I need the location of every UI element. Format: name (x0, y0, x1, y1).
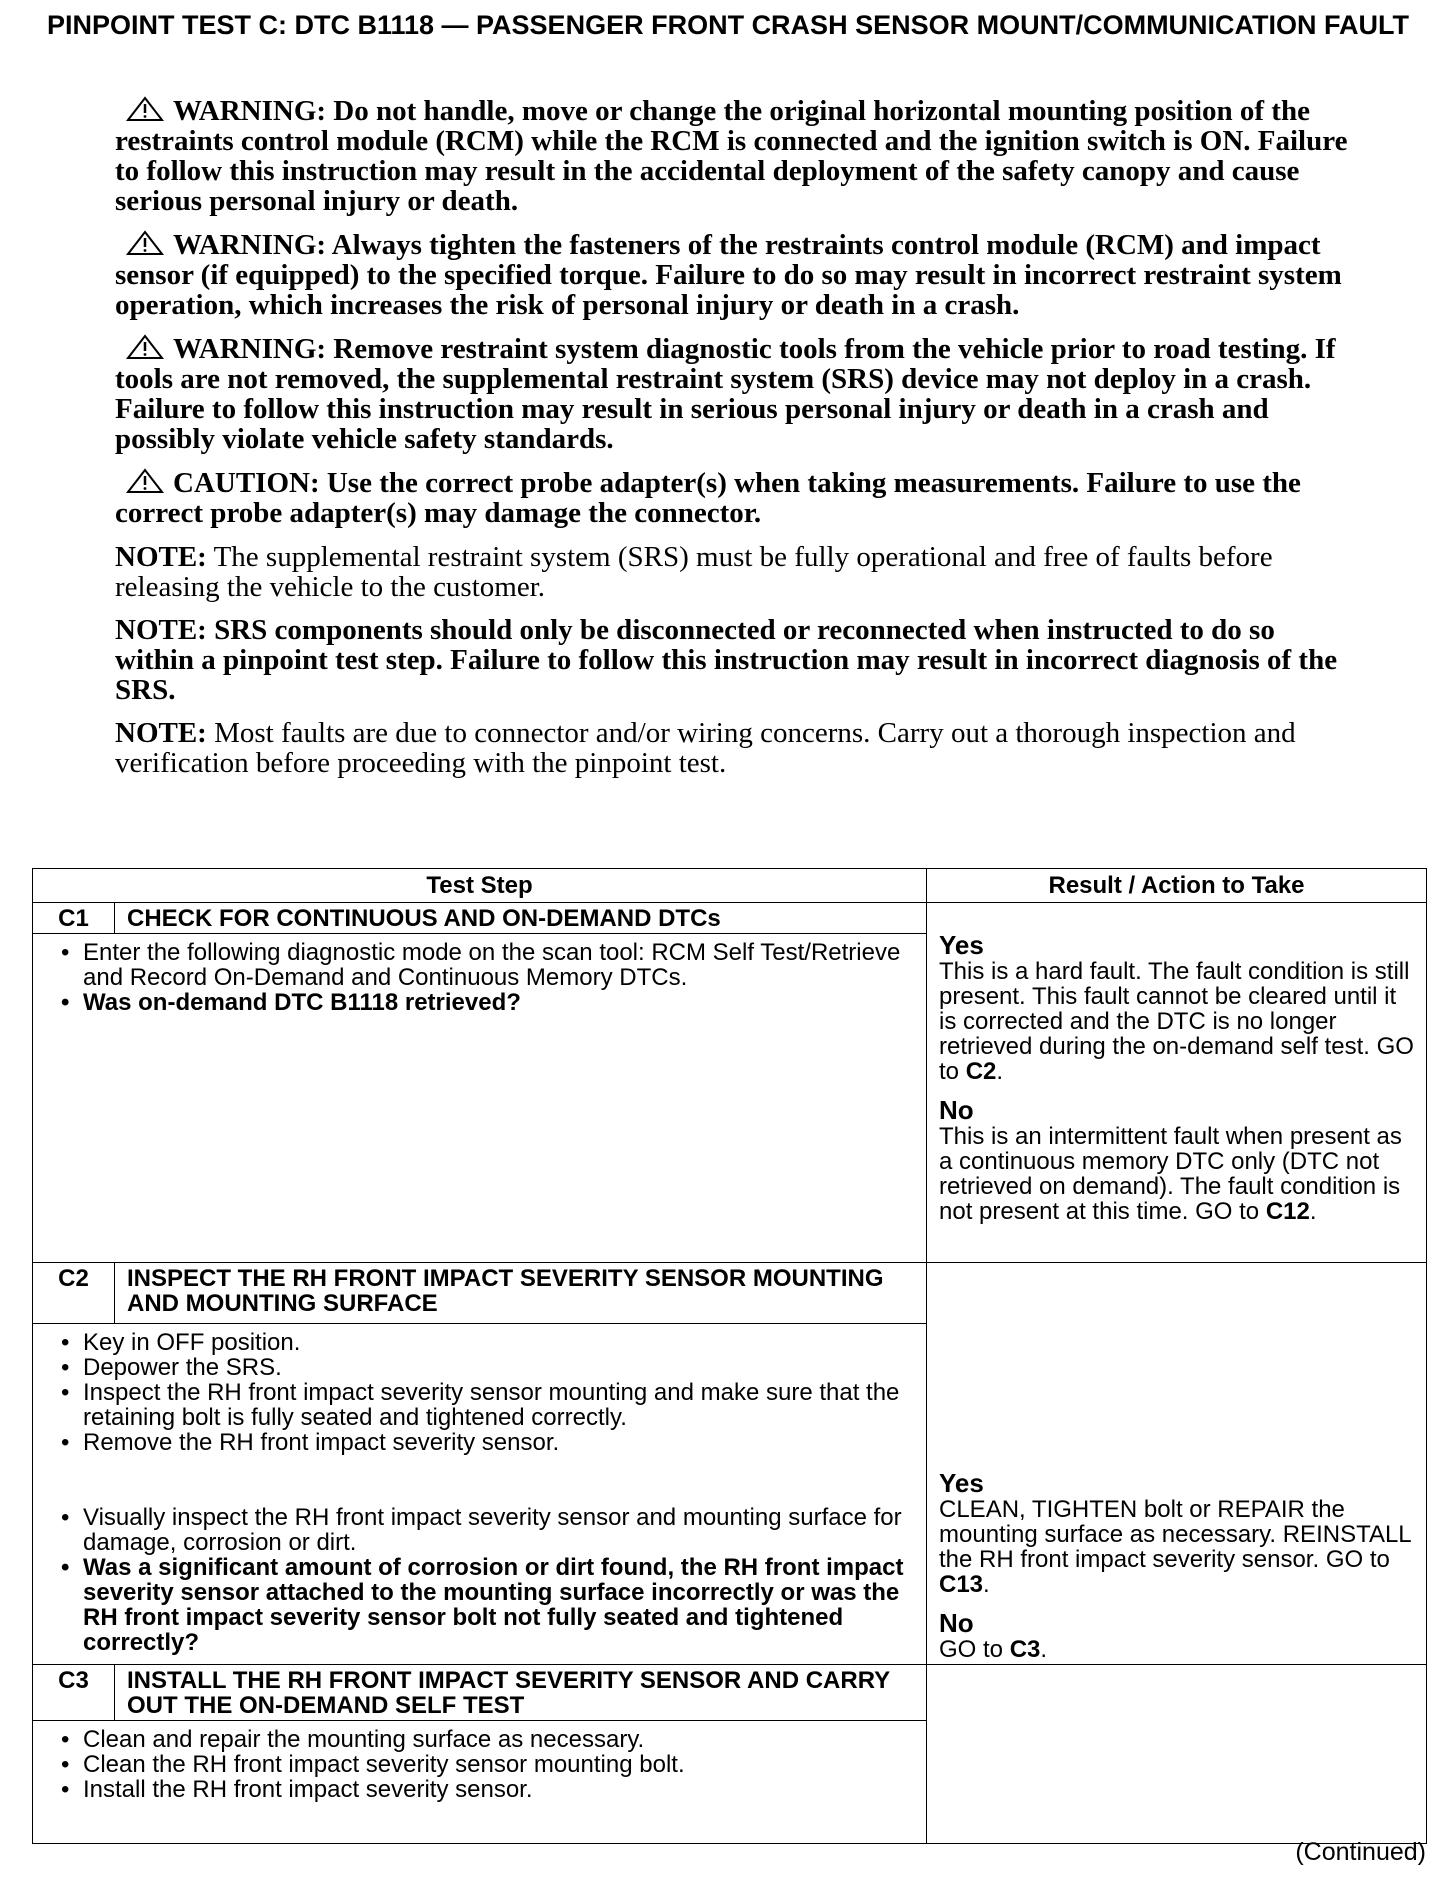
table-header-row (33, 869, 1427, 903)
warning-text: WARNING: Do not handle, move or change the original horizontal mounting position of the restraints control module (RCM) while the RCM is connected and the ignition switch is ON. Failure to follow this instruction may result in the accidental deployment of the safety canopy and cause serious personal injury or death. (115, 95, 1348, 217)
list-item: • Remove the RH front impact severity sensor. (53, 1430, 916, 1455)
warning-triangle-icon (125, 468, 165, 494)
note-text: SRS components should only be disconnected or reconnected when instructed to do so within a pinpoint test step. Failure to follow this instruction may result in incorrect diagnosis of the SRS. (115, 614, 1338, 706)
list-item: • Clean and repair the mounting surface as necessary. (53, 1727, 916, 1752)
warning-text: WARNING: Always tighten the fasteners of the restraints control module (RCM) and impact sensor (if equipped) to the specified torque. Failure to do so may result in incorrect restraint system operation, which increases the risk of personal injury or death in a crash. (115, 229, 1342, 321)
result-yes-text: CLEAN, TIGHTEN bolt or REPAIR the mounting surface as necessary. REINSTALL the RH front impact severity sensor. GO to C13. (939, 1496, 1411, 1598)
note-label: NOTE: (115, 717, 207, 749)
continued-label: (Continued) (1295, 1838, 1426, 1866)
step-body (33, 1324, 927, 1665)
header-test-step: Test Step (33, 869, 927, 903)
step-question: • Was a significant amount of corrosion or dirt found, the RH front impact severity sensor attached to the mounting surface incorrectly or was the RH front impact severity sensor bolt not fully seated and tightened correctly? (53, 1555, 916, 1655)
warning-triangle-icon (125, 334, 165, 360)
list-item: • Install the RH front impact severity sensor. (53, 1777, 916, 1802)
step-bullets (53, 1505, 916, 1655)
list-item: • Depower the SRS. (53, 1355, 916, 1380)
result-yes-label: Yes (939, 1468, 984, 1498)
step-heading: INSTALL THE RH FRONT IMPACT SEVERITY SENSOR AND CARRY OUT THE ON-DEMAND SELF TEST (115, 1665, 927, 1721)
result-no-text: This is an intermittent fault when present as a continuous memory DTC only (DTC not retrieved on demand). The fault condition is not present at this time. GO to C12. (939, 1123, 1402, 1225)
goto-step-link: C13 (939, 1571, 984, 1598)
step-result-cell (927, 903, 1427, 1263)
warning-triangle-icon (125, 96, 165, 122)
step-id: C1 (33, 903, 115, 934)
result-no-text: GO to C3. (939, 1636, 1048, 1663)
warning-text: WARNING: Remove restraint system diagnostic tools from the vehicle prior to road testing. If tools are not removed, the supplemental restraint system (SRS) device may not deploy in a crash. Failure to follow this instruction may result in serious personal injury or death in a crash and possibly violate vehicle safety standards. (115, 333, 1336, 455)
step-bullets (53, 1727, 916, 1802)
result-yes-label: Yes (939, 930, 984, 960)
note-paragraph (115, 542, 1355, 602)
pinpoint-test-table (32, 868, 1427, 1844)
note-label: NOTE: (115, 541, 207, 573)
note-text: The supplemental restraint system (SRS) must be fully operational and free of faults before releasing the vehicle to the customer. (115, 541, 1273, 603)
note-label: NOTE: (115, 614, 207, 646)
step-body (33, 934, 927, 1263)
list-item: • Clean the RH front impact severity sensor mounting bolt. (53, 1752, 916, 1777)
step-heading: INSPECT THE RH FRONT IMPACT SEVERITY SENSOR MOUNTING AND MOUNTING SURFACE (115, 1263, 927, 1324)
list-item: • Enter the following diagnostic mode on the scan tool: RCM Self Test/Retrieve and Record On-Demand and Continuous Memory DTCs. (53, 940, 916, 990)
page-title: PINPOINT TEST C: DTC B1118 — PASSENGER FRONT CRASH SENSOR MOUNT/COMMUNICATION FAULT (46, 10, 1410, 40)
result-no-label: No (939, 1095, 974, 1125)
step-result-cell (927, 1665, 1427, 1844)
goto-step-link: C2 (965, 1058, 997, 1085)
step-result-cell (927, 1263, 1427, 1665)
list-item: • Visually inspect the RH front impact severity sensor and mounting surface for damage, corrosion or dirt. (53, 1505, 916, 1555)
step-heading-row (33, 1263, 1427, 1324)
caution-text: CAUTION: Use the correct probe adapter(s) when taking measurements. Failure to use the correct probe adapter(s) may damage the connector. (115, 467, 1301, 529)
warning-notice (115, 96, 1355, 216)
step-heading: CHECK FOR CONTINUOUS AND ON-DEMAND DTCs (115, 903, 927, 934)
result-no-label: No (939, 1608, 974, 1638)
notices-section (115, 96, 1355, 791)
note-paragraph (115, 718, 1355, 778)
list-item: • Key in OFF position. (53, 1330, 916, 1355)
header-result-action: Result / Action to Take (927, 869, 1427, 903)
step-bullets (53, 940, 916, 1015)
warning-notice (115, 230, 1355, 320)
step-heading-row (33, 1665, 1427, 1721)
warning-triangle-icon (125, 230, 165, 256)
warning-notice (115, 334, 1355, 454)
step-body (33, 1721, 927, 1844)
list-item: • Inspect the RH front impact severity sensor mounting and make sure that the retaining bolt is fully seated and tightened correctly. (53, 1380, 916, 1430)
result-yes-text: This is a hard fault. The fault condition is still present. This fault cannot be cleared until it is corrected and the DTC is no longer retrieved during the on-demand self test. GO to C2. (939, 958, 1414, 1085)
goto-step-link: C3 (1009, 1636, 1041, 1663)
step-heading-row (33, 903, 1427, 934)
note-text: Most faults are due to connector and/or wiring concerns. Carry out a thorough inspection and verification before proceeding with the pinpoint test. (115, 717, 1296, 779)
step-bullets (53, 1330, 916, 1455)
goto-step-link: C12 (1265, 1198, 1310, 1225)
caution-notice (115, 468, 1355, 528)
step-id: C3 (33, 1665, 115, 1721)
note-paragraph (115, 615, 1355, 705)
step-question: • Was on-demand DTC B1118 retrieved? (53, 990, 916, 1015)
step-id: C2 (33, 1263, 115, 1324)
